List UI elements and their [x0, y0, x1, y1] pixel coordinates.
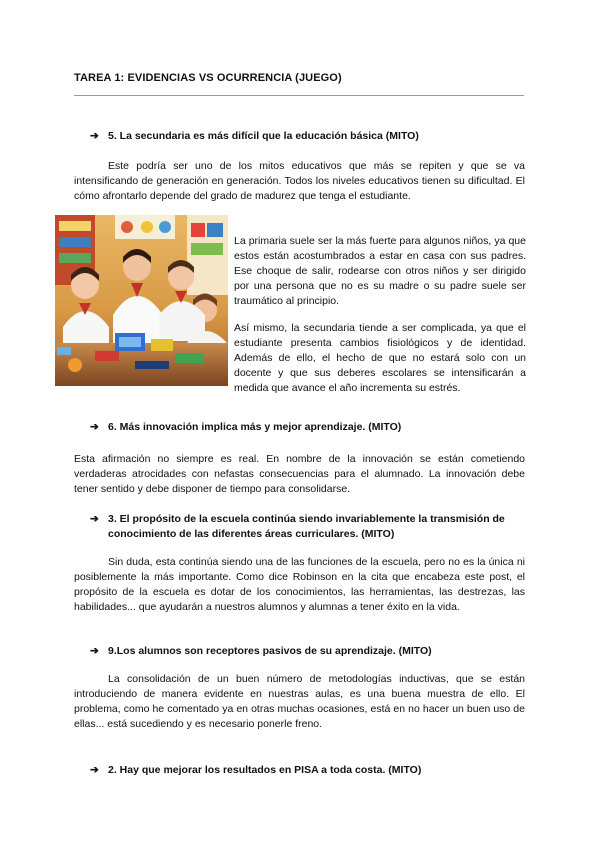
section-2-heading-text: 2. Hay que mejorar los resultados en PISA a toda costa. (MITO)	[108, 764, 422, 776]
section-6-body: Esta afirmación no siempre es real. En nombre de la innovación se están cometiendo verdaderas atrocidades con nefastas consecuencias para el alumnado. La innovación debe tener sentido y debe disponer de tiempo para consolidarse.	[74, 453, 525, 495]
title-divider	[74, 95, 524, 96]
arrow-right-icon: ➔	[90, 130, 99, 142]
section-5-intro: Este podría ser uno de los mitos educativos que más se repiten y que se va intensificando de generación en generación. Todos los niveles educativos tienen su dificultad. El cómo afrontarlo depende del grado de madurez que tenga el estudiante.	[74, 160, 525, 202]
arrow-right-icon: ➔	[90, 421, 99, 433]
section-3-heading	[90, 512, 526, 542]
arrow-right-icon: ➔	[90, 764, 99, 776]
section-9-body: La consolidación de un buen número de metodologías inductivas, que se están introduciendo de manera evidente en nuestras aulas, es una buena muestra de ello. El problema, como he comentado ya en otras muchas ocasiones, está en no hacer un buen uso de ellas... está sucediendo y es necesario ponerle freno.	[74, 673, 525, 730]
section-6-heading	[90, 420, 530, 435]
arrow-right-icon: ➔	[90, 513, 99, 525]
section-9-heading-text: 9.Los alumnos son receptores pasivos de su aprendizaje. (MITO)	[108, 645, 432, 657]
section-5-heading-text: 5. La secundaria es más difícil que la educación básica (MITO)	[108, 130, 419, 142]
classroom-photo	[55, 215, 228, 386]
section-2-heading	[90, 763, 530, 778]
section-3-heading-text: 3. El propósito de la escuela continúa siendo invariablemente la transmisión de conocimiento de las diferentes áreas curriculares. (MITO)	[108, 513, 505, 540]
section-5-paragraph-2: Así mismo, la secundaria tiende a ser complicada, ya que el estudiante presenta cambios fisiológicos y de identidad. Además de ello, el hecho de que no estará solo con un docente y que sus deberes escolares se intensificarán a medida que avance el año incrementa su estrés.	[234, 322, 526, 394]
document-title: TAREA 1: EVIDENCIAS VS OCURRENCIA (JUEGO)	[74, 72, 342, 84]
section-5-paragraph-1: La primaria suele ser la más fuerte para algunos niños, ya que estos están acostumbrados a estar en casa con sus padres. Ese choque de salir, rodearse con otros niños y ser dirigido por una persona que no es su madre o su padre suele ser traumático al principio.	[234, 235, 526, 307]
section-3-body: Sin duda, esta continúa siendo una de las funciones de la escuela, pero no es la única ni posiblemente la más importante. Como dice Robinson en la cita que encabeza este post, el propósito de la escuela es dotar de los conocimientos, las herramientas, las destrezas, las habilidades... que ayudarán a nuestros alumnos y alumnas a tener éxito en la vida.	[74, 556, 525, 613]
section-5-heading	[90, 129, 530, 144]
arrow-right-icon: ➔	[90, 645, 99, 657]
section-9-heading	[90, 644, 530, 659]
section-6-heading-text: 6. Más innovación implica más y mejor aprendizaje. (MITO)	[108, 421, 402, 433]
